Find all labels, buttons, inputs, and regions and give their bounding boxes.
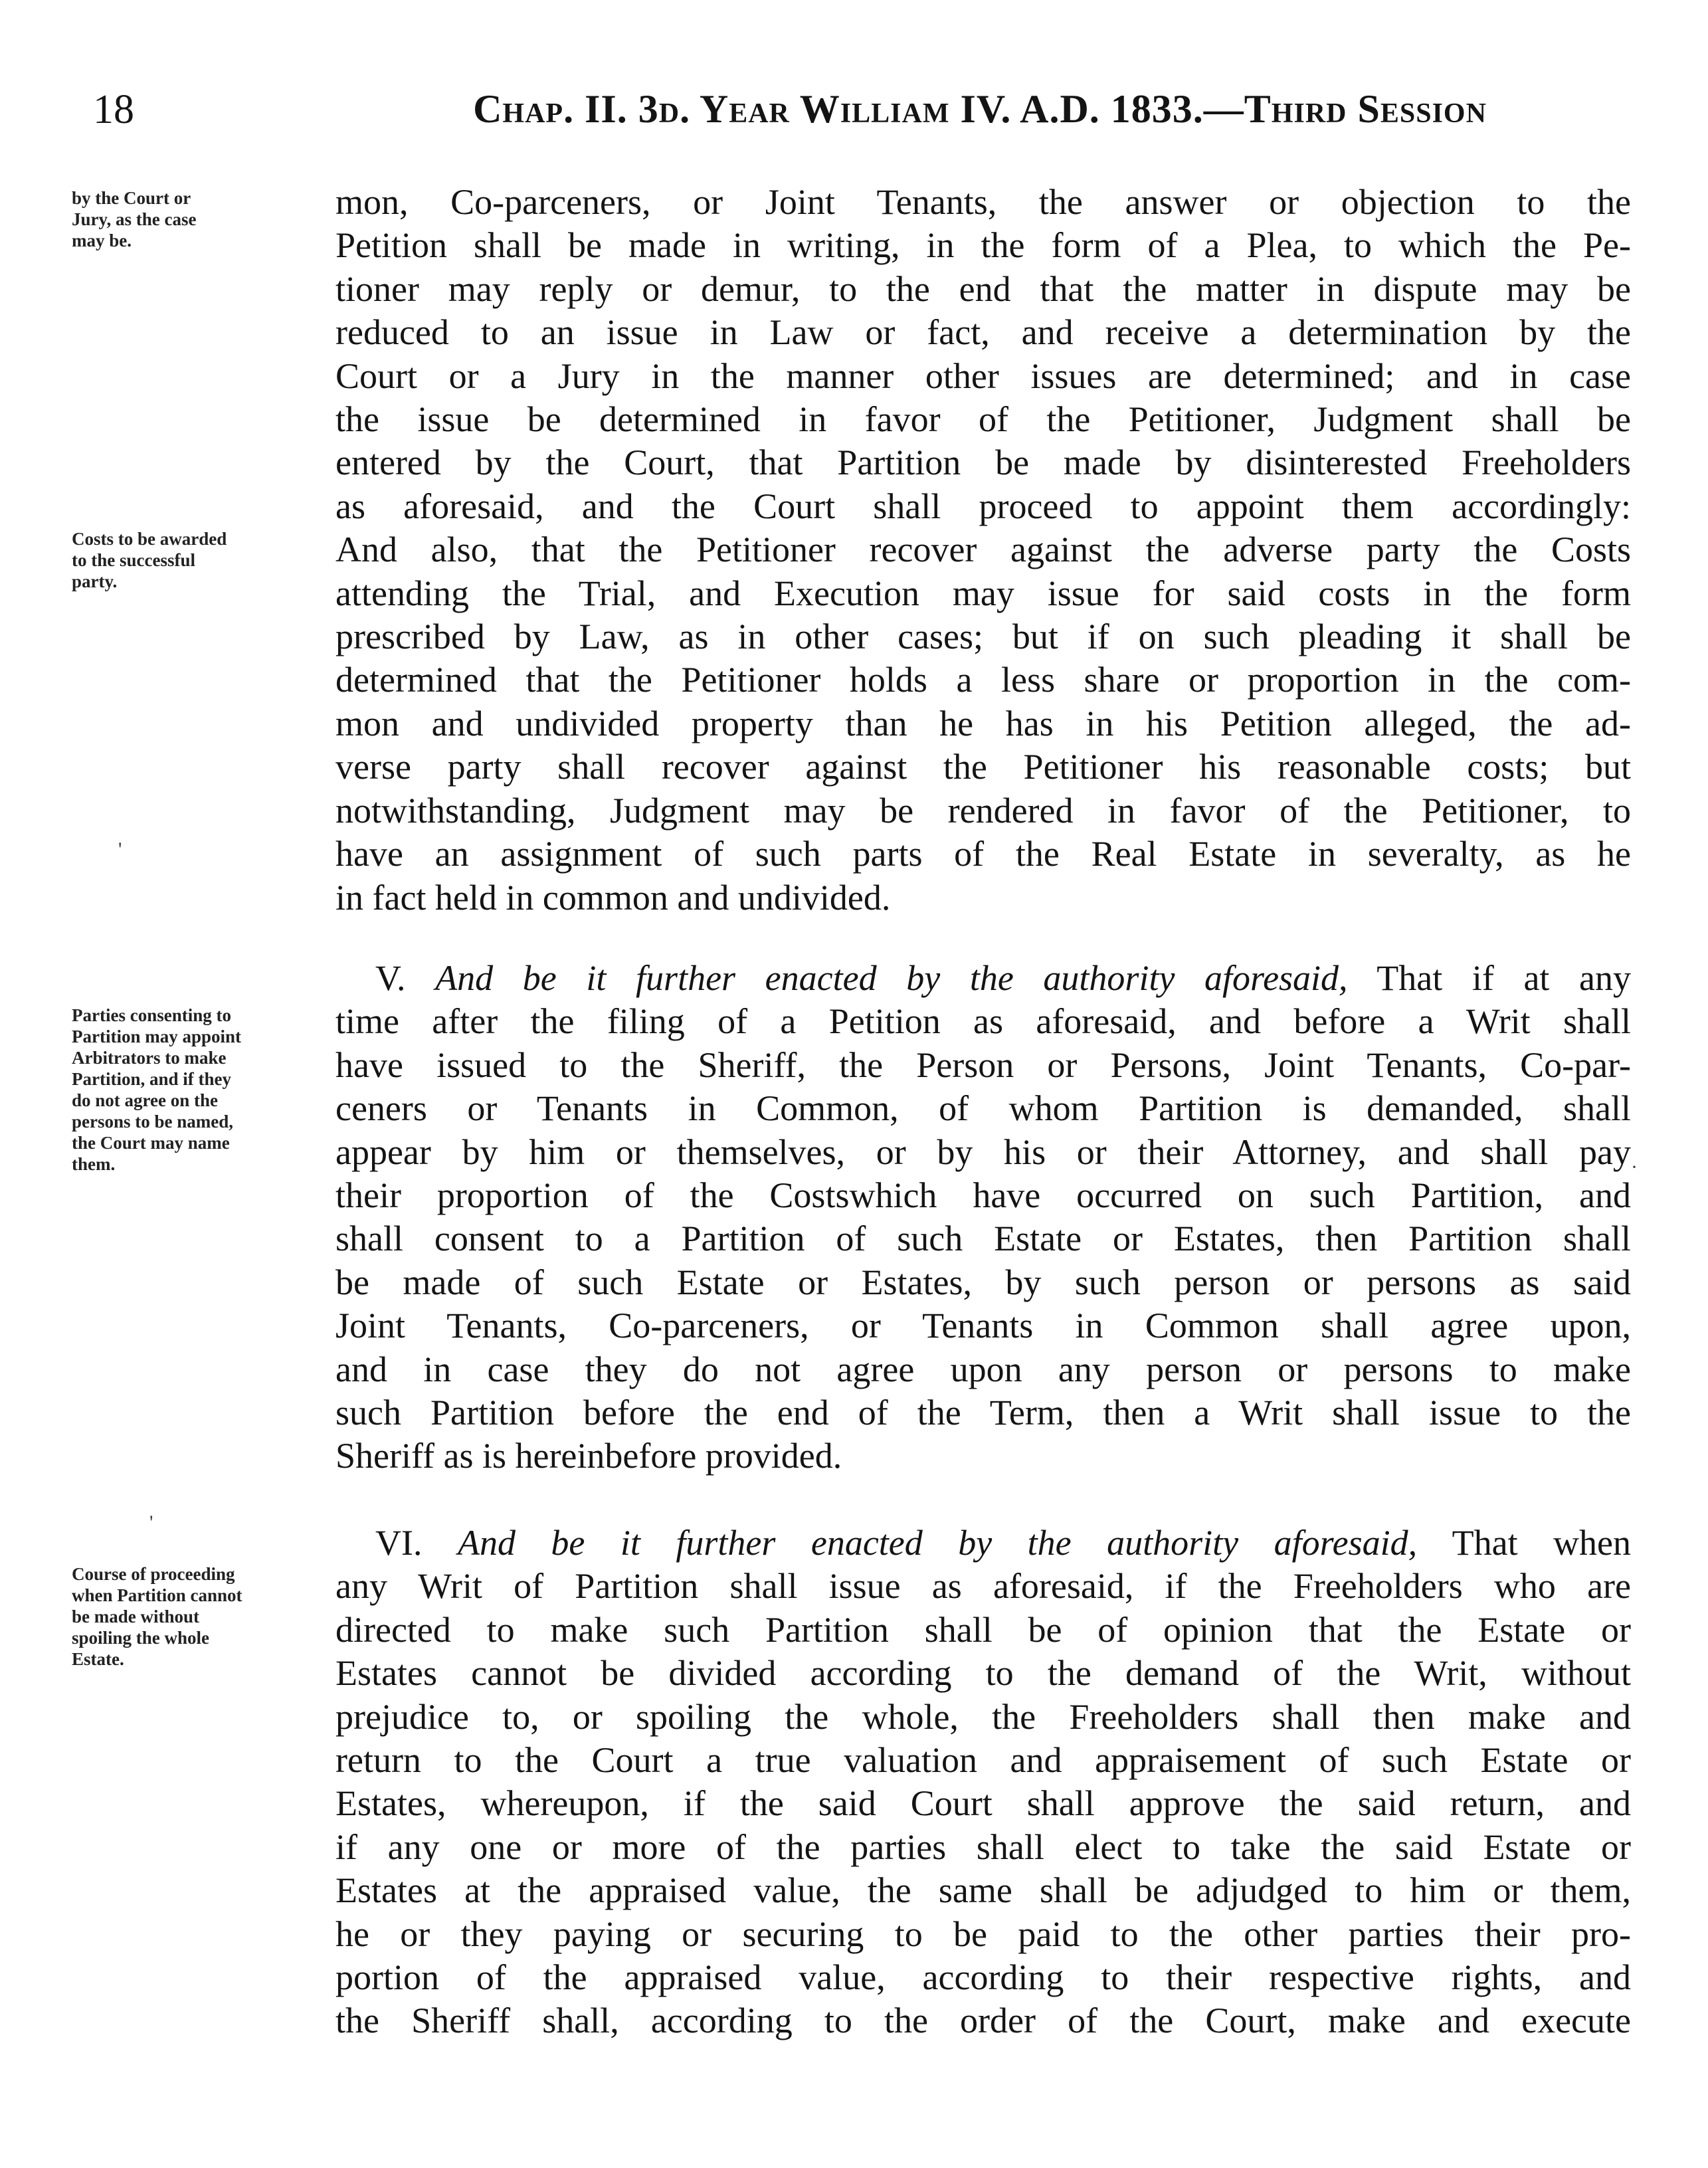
text-line: That when: [1452, 1523, 1631, 1563]
text-line: determined that the Petitioner holds a less share or proportion in the com-: [335, 660, 1631, 700]
text-line: and in case they do not agree upon any person or persons to make: [335, 1349, 1631, 1389]
text-line: notwithstanding, Judgment may be rendered in favor of the Petitioner, to: [335, 790, 1631, 831]
text-line: such Partition before the end of the Term, then a Writ shall issue to the: [335, 1393, 1631, 1433]
text-line: Estates, whereupon, if the said Court shall approve the said return, and: [335, 1783, 1631, 1824]
enacting-clause: And be it further enacted by the authority aforesaid,: [435, 958, 1348, 998]
text-line: Sheriff as is hereinbefore provided.: [335, 1436, 842, 1476]
text-line: time after the filing of a Petition as aforesaid, and before a Writ shall: [335, 1001, 1631, 1042]
margin-note: Course of proceeding when Partition cannot be made without spoiling the whole Estate.: [72, 1564, 242, 1669]
margin-note: Parties consenting to Partition may appoint Arbitrators to make Partition, and if they do not agree on the persons to be named, the Court may name them.: [72, 1005, 242, 1174]
paragraph: [335, 181, 1631, 920]
page-number: 18: [93, 87, 134, 132]
text-line: the Sheriff shall, according to the order of the Court, make and execute: [335, 2001, 1631, 2041]
section-number: V.: [375, 958, 406, 998]
text-line: he or they paying or securing to be paid to the other parties their pro-: [335, 1914, 1631, 1954]
text-line: have issued to the Sheriff, the Person or Persons, Joint Tenants, Co-par-: [335, 1044, 1631, 1085]
text-line: tioner may reply or demur, to the end that the matter in dispute may be: [335, 268, 1631, 309]
text-line: Joint Tenants, Co-parceners, or Tenants in Common shall agree upon,: [335, 1306, 1631, 1346]
text-line: have an assignment of such parts of the Real Estate in severalty, as he: [335, 834, 1631, 874]
text-line: ceners or Tenants in Common, of whom Partition is demanded, shall: [335, 1088, 1631, 1129]
text-line: prejudice to, or spoiling the whole, the Freeholders shall then make and: [335, 1696, 1631, 1737]
text-line: any Writ of Partition shall issue as aforesaid, if the Freeholders who are: [335, 1566, 1631, 1607]
text-line: attending the Trial, and Execution may issue for said costs in the form: [335, 573, 1631, 613]
text-line: in fact held in common and undivided.: [335, 877, 891, 918]
page-header: [0, 86, 1708, 153]
text-line: prescribed by Law, as in other cases; but if on such pleading it shall be: [335, 617, 1631, 657]
text-line: That if at any: [1376, 958, 1631, 998]
text-line: return to the Court a true valuation and appraisement of such Estate or: [335, 1740, 1631, 1781]
text-line: mon, Co-parceners, or Joint Tenants, the answer or objection to the: [335, 182, 1631, 222]
text-line: if any one or more of the parties shall elect to take the said Estate or: [335, 1826, 1631, 1867]
print-speck: ·: [1631, 1156, 1638, 1178]
section-opening-line: [335, 957, 1631, 1000]
text-line: shall consent to a Partition of such Estate or Estates, then Partition shall: [335, 1219, 1631, 1259]
section-vi: [335, 1522, 1631, 2043]
print-speck: ': [118, 838, 122, 860]
text-line: as aforesaid, and the Court shall proceed to appoint them accordingly:: [335, 486, 1631, 526]
text-line: appear by him or themselves, or by his or their Attorney, and shall pay: [335, 1132, 1631, 1172]
print-speck: ': [149, 1512, 153, 1533]
text-line: portion of the appraised value, according to their respective rights, and: [335, 1957, 1631, 1998]
section-v: [335, 957, 1631, 1478]
text-line: Estates at the appraised value, the same shall be adjudged to him or them,: [335, 1870, 1631, 1911]
text-line: Petition shall be made in writing, in the form of a Plea, to which the Pe-: [335, 225, 1631, 266]
text-line: And also, that the Petitioner recover against the adverse party the Costs: [335, 530, 1631, 570]
text-line: entered by the Court, that Partition be made by disinterested Freeholders: [335, 443, 1631, 483]
text-line: mon and undivided property than he has in his Petition alleged, the ad-: [335, 703, 1631, 743]
text-line: the issue be determined in favor of the Petitioner, Judgment shall be: [335, 399, 1631, 440]
text-line: Estates cannot be divided according to the demand of the Writ, without: [335, 1653, 1631, 1694]
text-line: directed to make such Partition shall be of opinion that the Estate or: [335, 1609, 1631, 1650]
section-opening-line: [335, 1522, 1631, 1565]
margin-note: by the Court or Jury, as the case may be.: [72, 188, 197, 250]
text-line: verse party shall recover against the Petitioner his reasonable costs; but: [335, 747, 1631, 787]
text-line: Court or a Jury in the manner other issues are determined; and in case: [335, 355, 1631, 396]
text-line: their proportion of the Costswhich have occurred on such Partition, and: [335, 1175, 1631, 1216]
running-head: Chap. II. 3d. Year William IV. A.D. 1833.—Third Session: [473, 87, 1487, 131]
text-line: be made of such Estate or Estates, by such person or persons as said: [335, 1262, 1631, 1302]
margin-note: Costs to be awarded to the successful party.: [72, 529, 227, 591]
section-number: VI.: [375, 1523, 423, 1563]
enacting-clause: And be it further enacted by the authority aforesaid,: [457, 1523, 1418, 1563]
text-line: reduced to an issue in Law or fact, and receive a determination by the: [335, 312, 1631, 353]
